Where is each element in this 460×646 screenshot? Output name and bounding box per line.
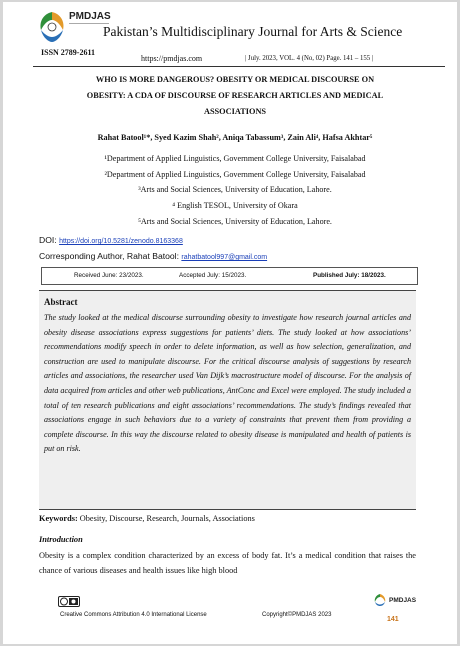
issue-info: | July. 2023, VOL. 4 (No, 02) Page. 141 – 155 | — [245, 55, 374, 62]
footer-logo-icon — [372, 592, 388, 608]
keywords-label: Keywords: — [39, 514, 78, 523]
introduction-heading: Introduction — [39, 535, 83, 544]
issn: ISSN 2789-2611 — [41, 48, 96, 57]
article-title-line-2: OBESITY: A CDA OF DISCOURSE OF RESEARCH ARTICLES AND MEDICAL — [86, 91, 384, 100]
affiliation-5: ⁵Arts and Social Sciences, University of Education, Lahore. — [138, 217, 332, 226]
abstract-heading: Abstract — [44, 297, 78, 307]
article-title-line-3: ASSOCIATIONS — [203, 107, 267, 116]
dates-box — [41, 267, 418, 285]
copyright-text: Copyright©PMDJAS 2023 — [262, 612, 332, 618]
creative-commons-icon — [58, 596, 80, 607]
header-rule — [33, 66, 445, 67]
received-date: Received June: 23/2023. — [74, 272, 144, 279]
abstract-text: The study looked at the medical discourse surrounding obesity to investigate how research journal articles and obesity disease associations express suggestions for patients’ diets. The study looked at how associations’ recommendations modify speech in order to delete information, as well as how selection, generalization, and construction are used to manipulate discourse. For the critical discourse analysis of suggestions by research articles and associations, the researcher used Van Dijk’s macrostructure model of discourse. For the analysis of data acquired from articles and other web publications, AntConc and Excel were employed. The study included a total of ten research publications and eight associations’ recommendations. The study’s findings revealed that associations engage in such behaviors due to a variety of constraints that prevent them from providing a complete discourse. In this way the discourse related to obesity disease is manipulated and health of patients is put on risk. — [44, 313, 411, 454]
affiliation-2: ²Department of Applied Linguistics, Government College University, Faisalabad — [104, 170, 366, 179]
corresponding-author-line — [39, 251, 267, 261]
accepted-date: Accepted July: 15/2023. — [179, 272, 247, 279]
doi-link[interactable]: https://doi.org/10.5281/zenodo.8163368 — [59, 238, 183, 245]
article-title-line-1: WHO IS MORE DANGEROUS? OBESITY OR MEDICAL DISCOURSE ON — [95, 75, 375, 84]
author-list: Rahat Batool¹*, Syed Kazim Shah², Aniqa Tabassum³, Zain Ali⁴, Hafsa Akhtar⁵ — [97, 133, 373, 142]
journal-page — [3, 2, 457, 644]
affiliation-3: ³Arts and Social Sciences, University of Education, Lahore. — [138, 185, 332, 194]
footer-logo-text: PMDJAS — [389, 597, 417, 604]
doi-line — [39, 235, 183, 245]
corresponding-email[interactable]: rahatbatool997@gmail.com — [181, 254, 268, 261]
journal-title: Pakistan’s Multidisciplinary Journal for Arts & Science — [103, 24, 403, 39]
affiliation-1: ¹Department of Applied Linguistics, Government College University, Faisalabad — [104, 154, 366, 163]
logo-text: PMDJAS — [69, 11, 111, 22]
journal-logo-icon — [35, 8, 69, 46]
license-text[interactable]: Creative Commons Attribution 4.0 International License — [60, 612, 207, 618]
doi-label: DOI: — [39, 235, 57, 245]
corresponding-label: Corresponding Author, Rahat Batool: — [39, 251, 179, 261]
affiliation-4: ⁴ English TESOL, University of Okara — [172, 201, 298, 210]
introduction-text: Obesity is a complex condition characterized by an excess of body fat. It’s a medical condition that raises the chance of various diseases and health issues like high blood — [39, 551, 416, 575]
keywords-text: Obesity, Discourse, Research, Journals, Associations — [79, 514, 255, 523]
page-number: 141 — [387, 616, 399, 623]
abstract-box — [39, 290, 416, 510]
keywords-line — [39, 514, 255, 523]
journal-url[interactable]: https://pmdjas.com — [141, 54, 203, 63]
published-date: Published July: 18/2023. — [313, 272, 386, 279]
